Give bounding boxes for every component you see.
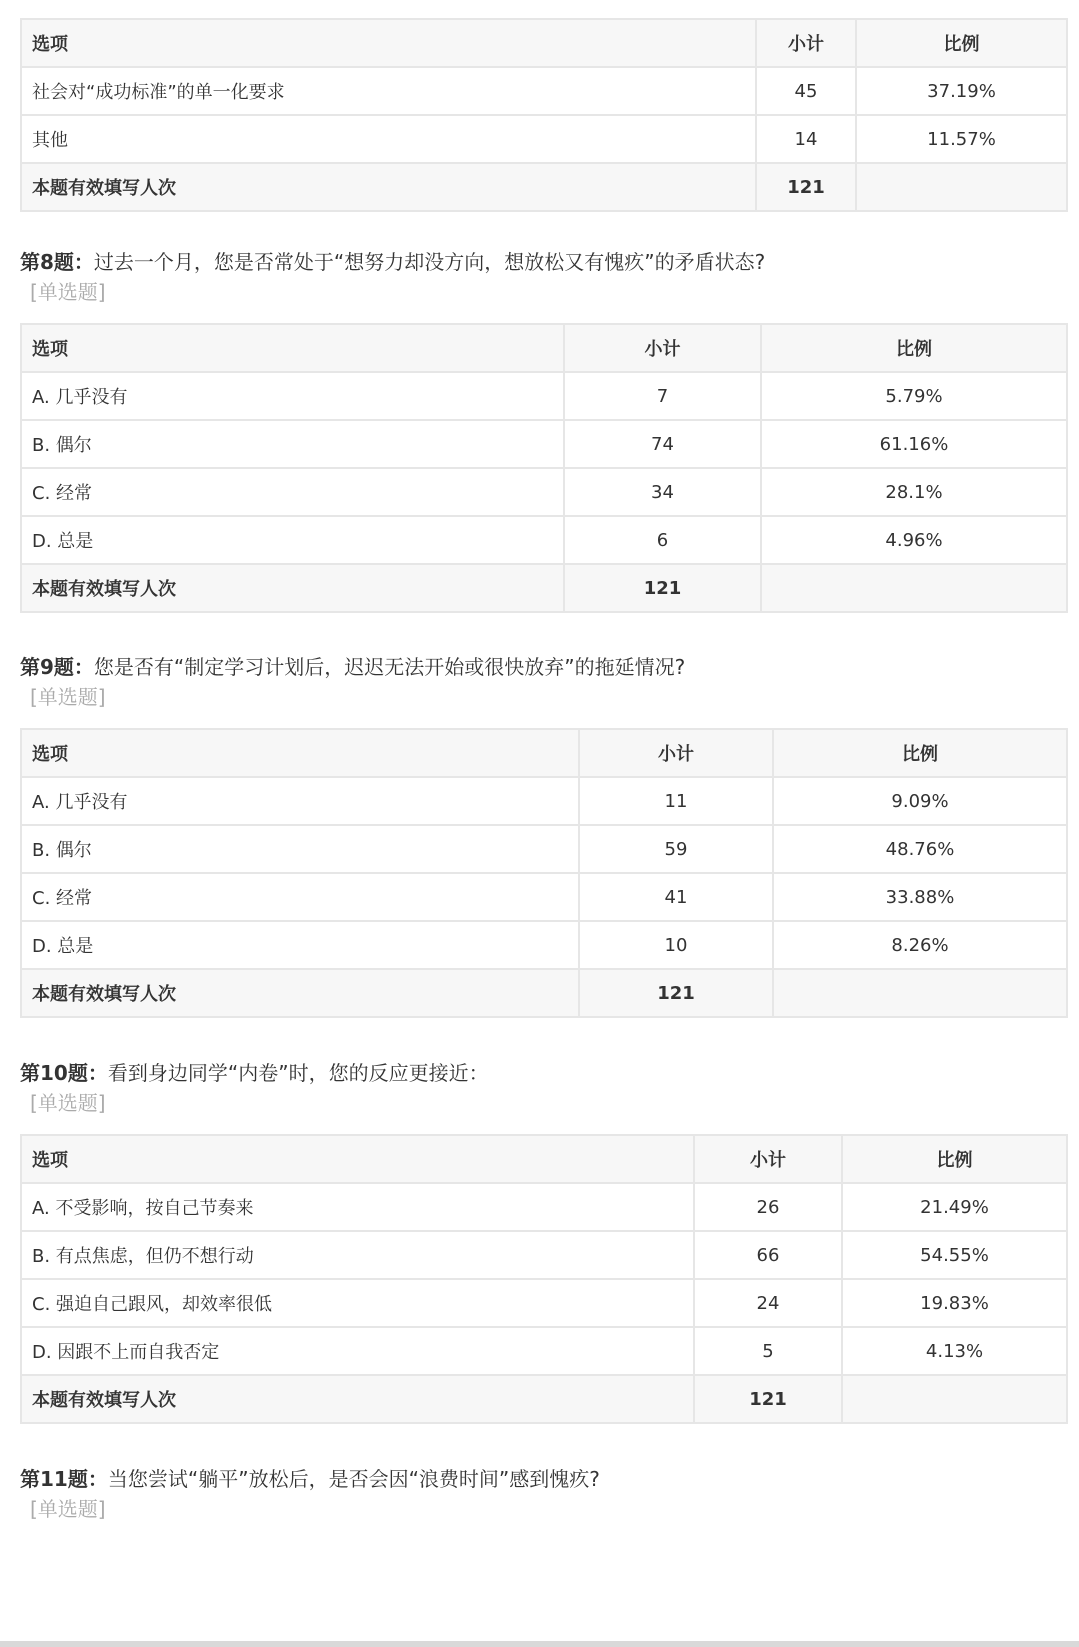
table-row [21, 1279, 1067, 1327]
option-label: B. 有点焦虑，但仍不想行动 [21, 1231, 694, 1279]
total-label: 本题有效填写人次 [21, 564, 564, 612]
question-9-title [20, 652, 1060, 682]
header-option: 选项 [21, 19, 756, 67]
total-count: 121 [694, 1375, 842, 1423]
question-text: 看到身边同学“内卷”时，您的反应更接近： [107, 1061, 489, 1085]
header-ratio: 比例 [761, 324, 1067, 372]
option-ratio: 19.83% [842, 1279, 1067, 1327]
header-ratio: 比例 [856, 19, 1067, 67]
option-ratio: 48.76% [773, 825, 1067, 873]
question-10-title [20, 1058, 1060, 1088]
table-row [21, 1231, 1067, 1279]
option-count: 41 [579, 873, 773, 921]
question-type-label: [单选题] [30, 1497, 106, 1521]
total-count: 121 [579, 969, 773, 1017]
table-row [21, 67, 1067, 115]
question-text: 当您尝试“躺平”放松后，是否会因“浪费时间”感到愧疚? [107, 1467, 600, 1491]
total-ratio-empty [773, 969, 1067, 1017]
option-label: 其他 [21, 115, 756, 163]
question-7-results-table [20, 18, 1068, 212]
table-header-row [21, 729, 1067, 777]
header-ratio: 比例 [773, 729, 1067, 777]
option-ratio: 11.57% [856, 115, 1067, 163]
question-type-label: [单选题] [30, 1091, 106, 1115]
header-count: 小计 [694, 1135, 842, 1183]
question-text: 过去一个月，您是否常处于“想努力却没方向，想放松又有愧疚”的矛盾状态? [93, 250, 766, 274]
header-count: 小计 [564, 324, 761, 372]
total-count: 121 [564, 564, 761, 612]
table-header-row [21, 324, 1067, 372]
question-8-title [20, 247, 1060, 277]
table-row [21, 921, 1067, 969]
option-label: C. 强迫自己跟风，却效率很低 [21, 1279, 694, 1327]
option-ratio: 33.88% [773, 873, 1067, 921]
option-count: 59 [579, 825, 773, 873]
option-label: A. 不受影响，按自己节奏来 [21, 1183, 694, 1231]
option-label: D. 总是 [21, 516, 564, 564]
question-number: 第10题： [20, 1061, 108, 1085]
header-option: 选项 [21, 1135, 694, 1183]
option-ratio: 9.09% [773, 777, 1067, 825]
question-text: 您是否有“制定学习计划后，迟迟无法开始或很快放弃”的拖延情况? [93, 655, 686, 679]
option-count: 6 [564, 516, 761, 564]
table-row [21, 777, 1067, 825]
option-count: 24 [694, 1279, 842, 1327]
option-count: 11 [579, 777, 773, 825]
option-ratio: 8.26% [773, 921, 1067, 969]
option-ratio: 28.1% [761, 468, 1067, 516]
table-header-row [21, 19, 1067, 67]
header-option: 选项 [21, 324, 564, 372]
option-label: A. 几乎没有 [21, 372, 564, 420]
total-label: 本题有效填写人次 [21, 1375, 694, 1423]
table-row [21, 825, 1067, 873]
total-ratio-empty [856, 163, 1067, 211]
option-label: D. 因跟不上而自我否定 [21, 1327, 694, 1375]
question-11-title [20, 1464, 1060, 1494]
table-row [21, 420, 1067, 468]
option-label: B. 偶尔 [21, 420, 564, 468]
option-ratio: 61.16% [761, 420, 1067, 468]
option-label: B. 偶尔 [21, 825, 579, 873]
header-count: 小计 [579, 729, 773, 777]
header-count: 小计 [756, 19, 856, 67]
table-row [21, 372, 1067, 420]
option-label: 社会对“成功标准”的单一化要求 [21, 67, 756, 115]
option-ratio: 37.19% [856, 67, 1067, 115]
total-count: 121 [756, 163, 856, 211]
total-ratio-empty [761, 564, 1067, 612]
bottom-divider [0, 1641, 1079, 1647]
table-row [21, 1327, 1067, 1375]
option-label: D. 总是 [21, 921, 579, 969]
option-ratio: 54.55% [842, 1231, 1067, 1279]
question-10-results-table [20, 1134, 1068, 1424]
table-total-row [21, 969, 1067, 1017]
option-count: 34 [564, 468, 761, 516]
table-row [21, 873, 1067, 921]
option-count: 74 [564, 420, 761, 468]
option-count: 7 [564, 372, 761, 420]
total-ratio-empty [842, 1375, 1067, 1423]
question-9-results-table [20, 728, 1068, 1018]
table-total-row [21, 163, 1067, 211]
header-option: 选项 [21, 729, 579, 777]
table-row [21, 516, 1067, 564]
option-label: C. 经常 [21, 873, 579, 921]
total-label: 本题有效填写人次 [21, 163, 756, 211]
question-type-label: [单选题] [30, 280, 106, 304]
table-total-row [21, 1375, 1067, 1423]
option-count: 26 [694, 1183, 842, 1231]
table-row [21, 468, 1067, 516]
option-count: 45 [756, 67, 856, 115]
table-row [21, 115, 1067, 163]
question-8-results-table [20, 323, 1068, 613]
option-label: A. 几乎没有 [21, 777, 579, 825]
option-label: C. 经常 [21, 468, 564, 516]
option-count: 14 [756, 115, 856, 163]
option-ratio: 21.49% [842, 1183, 1067, 1231]
header-ratio: 比例 [842, 1135, 1067, 1183]
option-count: 5 [694, 1327, 842, 1375]
option-ratio: 5.79% [761, 372, 1067, 420]
question-number: 第9题： [20, 655, 94, 679]
table-row [21, 1183, 1067, 1231]
question-type-label: [单选题] [30, 685, 106, 709]
option-ratio: 4.96% [761, 516, 1067, 564]
question-number: 第8题： [20, 250, 94, 274]
table-header-row [21, 1135, 1067, 1183]
option-ratio: 4.13% [842, 1327, 1067, 1375]
total-label: 本题有效填写人次 [21, 969, 579, 1017]
option-count: 66 [694, 1231, 842, 1279]
option-count: 10 [579, 921, 773, 969]
question-number: 第11题： [20, 1467, 108, 1491]
table-total-row [21, 564, 1067, 612]
